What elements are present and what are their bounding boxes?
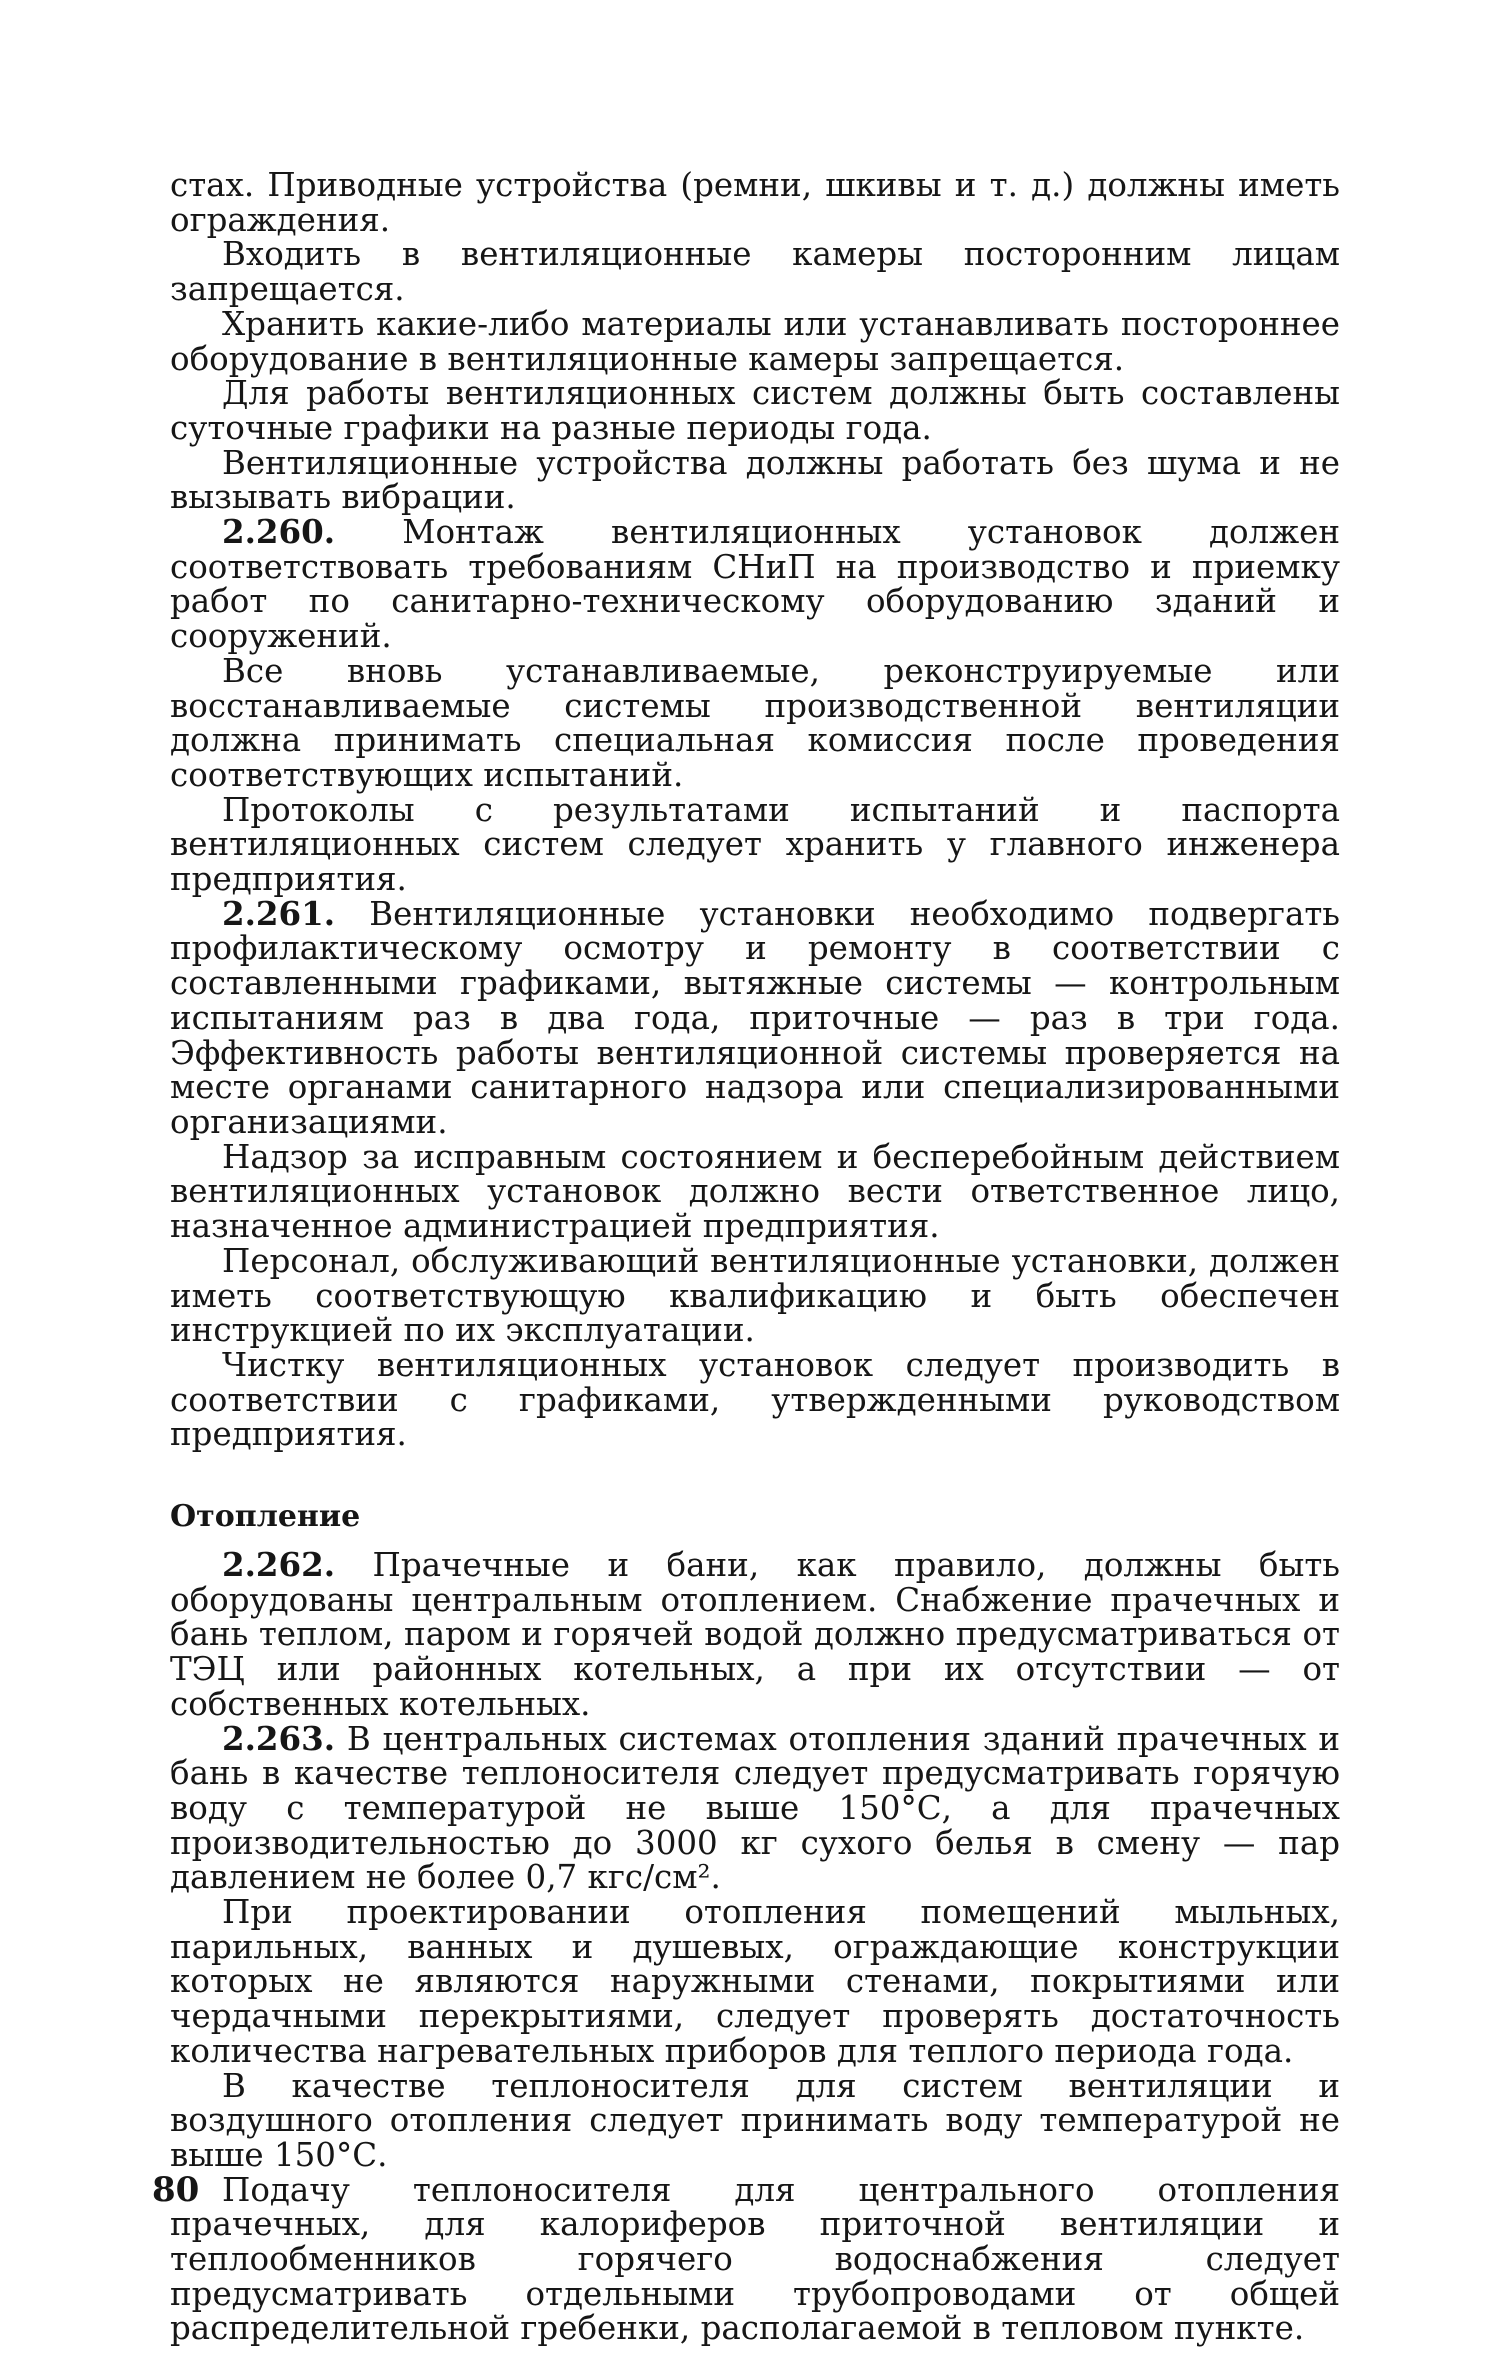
- page-number: 80: [152, 2170, 200, 2210]
- page-body: [170, 168, 1340, 2346]
- paragraph: стах. Приводные устройства (ремни, шкивы и т. д.) должны иметь ограждения.: [170, 166, 1340, 239]
- clause-number: 2.260.: [222, 512, 336, 552]
- paragraph: Все вновь устанавливаемые, реконструируемые или восстанавливаемые системы производственной вентиляции должна принимать специальная комиссия после проведения соответствующих испытаний.: [170, 651, 1340, 794]
- paragraph: Для работы вентиляционных систем должны быть составлены суточные графики на разные периоды года.: [170, 374, 1340, 447]
- paragraph: Надзор за исправным состоянием и бесперебойным действием вентиляционных установок должно вести ответственное лицо, назначенное администрацией предприятия.: [170, 1137, 1340, 1246]
- clause-number: 2.263.: [222, 1718, 336, 1758]
- clause-2-262: [170, 1545, 1340, 1723]
- clause-2-263: [170, 1718, 1340, 1897]
- clause-2-261: [170, 893, 1340, 1141]
- paragraph: При проектировании отопления помещений мыльных, парильных, ванных и душевых, ограждающие конструкции которых не являются наружными стенами, покрытиями или чердачными перекрытиями, следует проверять достаточность количества нагревательных приборов для теплого периода года.: [170, 1893, 1340, 2070]
- paragraph: Хранить какие-либо материалы или устанавливать постороннее оборудование в вентиляционные камеры запрещается.: [170, 304, 1340, 378]
- clause-text: Вентиляционные установки необходимо подвергать профилактическому осмотру и ремонту в соответствии с составленными графиками, вытяжные системы — контрольным испытаниям раз в два года, приточные — раз в три года. Эффективность работы вентиляционной системы проверяется на месте органами санитарного надзора или специализированными организациями.: [170, 894, 1340, 1141]
- clause-text: Монтаж вентиляционных установок должен соответствовать требованиям СНиП на производство и приемку работ по санитарно-техническому оборудованию зданий и сооружений.: [170, 513, 1340, 656]
- paragraph: Подачу теплоносителя для центрального отопления прачечных, для калориферов приточной вентиляции и теплообменников горячего водоснабжения следует предусматривать отдельными трубопроводами от общей распределительной гребенки, располагаемой в тепловом пункте.: [170, 2170, 1340, 2348]
- clause-2-260: [170, 512, 1340, 656]
- section-heading: Отопление: [170, 1499, 361, 1535]
- clause-number: 2.261.: [222, 893, 336, 933]
- clause-number: 2.262.: [222, 1545, 336, 1585]
- clause-text: В центральных системах отопления зданий прачечных и бань в качестве теплоносителя следует предусматривать горячую воду с температурой не выше 150°С, а для прачечных производительностью до 3000 кг сухого белья в смену — пар давлением не более 0,7 кгс/см².: [170, 1719, 1340, 1897]
- paragraph: Входить в вентиляционные камеры посторонним лицам запрещается.: [170, 235, 1340, 309]
- clause-text: Прачечные и бани, как правило, должны быть оборудованы центральным отоплением. Снабжение прачечных и бань теплом, паром и горячей водой должно предусматриваться от ТЭЦ или районных котельных, а при их отсутствии — от собственных котельных.: [170, 1546, 1340, 1723]
- paragraph: В качестве теплоносителя для систем вентиляции и воздушного отопления следует принимать воду температурой не выше 150°С.: [170, 2066, 1340, 2174]
- paragraph: Персонал, обслуживающий вентиляционные установки, должен иметь соответствующую квалификацию и быть обеспечен инструкцией по их эксплуатации.: [170, 1241, 1340, 1350]
- paragraph: Вентиляционные устройства должны работать без шума и не вызывать вибрации.: [170, 443, 1340, 517]
- paragraph: Протоколы с результатами испытаний и паспорта вентиляционных систем следует хранить у главного инженера предприятия.: [170, 790, 1340, 899]
- paragraph: Чистку вентиляционных установок следует производить в соответствии с графиками, утвержденными руководством предприятия.: [170, 1345, 1340, 1454]
